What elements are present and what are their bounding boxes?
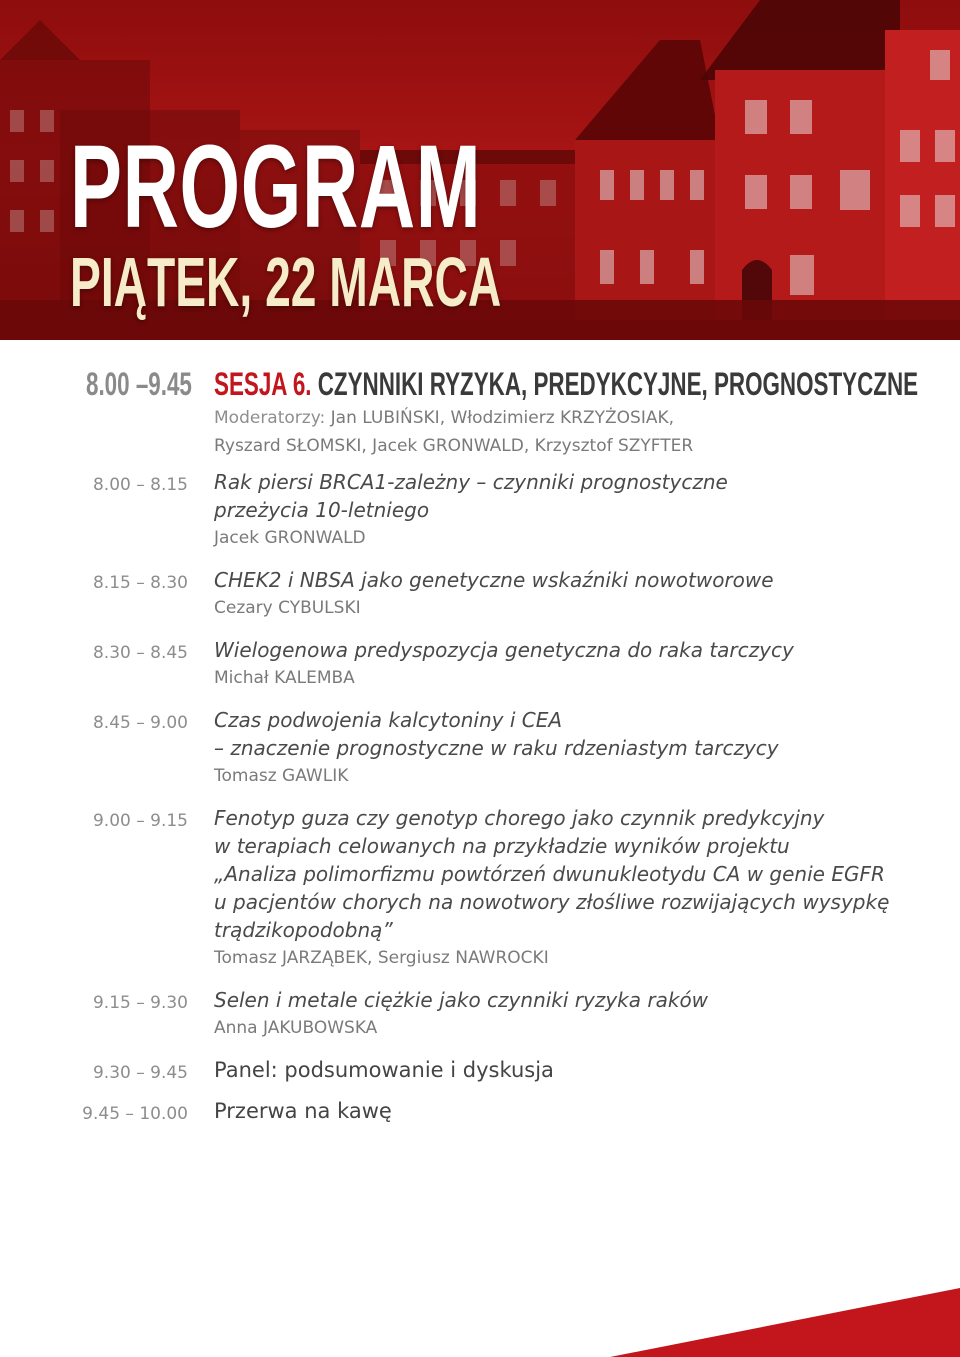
speaker: Cezary CYBULSKI — [214, 598, 361, 618]
schedule-item — [0, 1097, 960, 1125]
schedule-item — [0, 566, 960, 623]
item-time: 8.00 – 8.15 — [92, 475, 188, 495]
item-time: 9.45 – 10.00 — [82, 1104, 188, 1124]
session-name: CZYNNIKI RYZYKA, PREDYKCYJNE, PROGNOSTYCZNE — [317, 366, 919, 402]
talk-title-line: trądzikopodobną” — [214, 918, 393, 942]
talk-title-line: u pacjentów chorych na nowotwory złośliwe rozwijających wysypkę — [214, 890, 890, 914]
talk-title-line: Fenotyp guza czy genotyp chorego jako czynnik predykcyjny — [214, 806, 825, 830]
moderators-names-1: Jan LUBIŃSKI, Włodzimierz KRZYŻOSIAK, — [330, 408, 675, 428]
session-label: SESJA 6. — [214, 366, 312, 402]
talk-title-line: Rak piersi BRCA1-zależny – czynniki prognostyczne — [214, 470, 728, 494]
speaker: Tomasz JARZĄBEK, Sergiusz NAWROCKI — [214, 948, 549, 968]
item-time: 9.30 – 9.45 — [92, 1063, 188, 1083]
speaker: Michał KALEMBA — [214, 668, 355, 688]
talk-title-line: przeżycia 10-letniego — [214, 498, 430, 522]
talk-title — [214, 468, 914, 524]
moderators — [214, 404, 693, 460]
item-time: 8.45 – 9.00 — [92, 713, 188, 733]
talk-title — [214, 636, 914, 664]
item-time: 8.30 – 8.45 — [92, 643, 188, 663]
moderators-label: Moderatorzy: — [214, 408, 326, 428]
date-subtitle: PIĄTEK, 22 MARCA — [70, 243, 502, 321]
schedule-item — [0, 468, 960, 553]
item-time: 8.15 – 8.30 — [92, 573, 188, 593]
schedule-list — [0, 468, 960, 1138]
panel-label: Panel: podsumowanie i dyskusja — [214, 1058, 554, 1082]
break-label: Przerwa na kawę — [214, 1099, 392, 1123]
corner-accent-shape — [0, 1270, 960, 1357]
page-title: PROGRAM — [70, 121, 482, 253]
schedule-item — [0, 636, 960, 693]
talk-title-line: w terapiach celowanych na przykładzie wyników projektu — [214, 834, 790, 858]
schedule-item — [0, 1056, 960, 1084]
schedule-item — [0, 706, 960, 791]
talk-title — [214, 986, 914, 1014]
talk-title-line: Czas podwojenia kalcytoniny i CEA — [214, 708, 563, 732]
speaker: Tomasz GAWLIK — [214, 766, 349, 786]
schedule-item — [0, 804, 960, 973]
moderators-names-2: Ryszard SŁOMSKI, Jacek GRONWALD, Krzysztof SZYFTER — [214, 436, 694, 456]
schedule-item — [0, 986, 960, 1043]
talk-title-line: CHEK2 i NBSA jako genetyczne wskaźniki nowotworowe — [214, 568, 774, 592]
talk-title — [214, 706, 914, 762]
talk-title-line: Wielogenowa predyspozycja genetyczna do raka tarczycy — [214, 638, 794, 662]
talk-title-line: – znaczenie prognostyczne w raku rdzeniastym tarczycy — [214, 736, 779, 760]
talk-title — [214, 804, 914, 944]
item-time: 9.00 – 9.15 — [92, 811, 188, 831]
speaker: Jacek GRONWALD — [214, 528, 366, 548]
speaker: Anna JAKUBOWSKA — [214, 1018, 378, 1038]
item-time: 9.15 – 9.30 — [92, 993, 188, 1013]
session-time: 8.00 –9.45 — [86, 366, 192, 402]
session-title — [214, 366, 918, 402]
talk-title-line: Selen i metale ciężkie jako czynniki ryzyka raków — [214, 988, 709, 1012]
talk-title-line: „Analiza polimorfizmu powtórzeń dwunukleotydu CA w genie EGFR — [214, 862, 885, 886]
talk-title — [214, 566, 914, 594]
header-banner — [0, 0, 960, 340]
